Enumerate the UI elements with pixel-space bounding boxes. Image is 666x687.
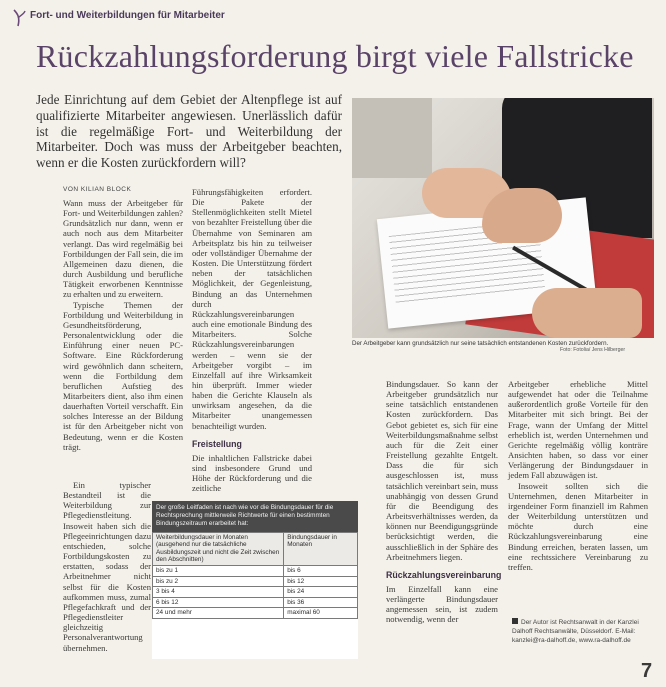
kicker <box>8 6 648 28</box>
column-3 <box>386 379 502 625</box>
table-cell: maximal 60 <box>284 608 358 619</box>
table-cell: bis zu 2 <box>153 576 284 587</box>
author-note <box>512 618 652 645</box>
photo-credit: Foto: Fotolia/ Jens Hilberger <box>560 347 626 353</box>
lead-paragraph: Jede Einrichtung auf dem Gebiet der Altenpflege ist auf qualifizierte Mitarbeiter angewiesen. Unerlässlich dafür ist die regelmäßige Fort- und Weiterbildung der Mitarbeiter. Doch was muss der Arbeitgeber beachten, wenn er die Kosten zurückfordern will? <box>36 92 342 171</box>
author-note-text: Der Autor ist Rechtsanwalt in der Kanzlei Dalhoff Rechtsanwälte, Düsseldorf. E-Mail: kanzlei@ra-dalhoff.de, www.ra-dalhoff.de <box>512 619 639 644</box>
table-cell: bis zu 1 <box>153 565 284 576</box>
column-header: Bindungsdauer in Monaten <box>284 532 358 565</box>
table-row <box>153 565 358 576</box>
table <box>152 532 358 619</box>
section-mark-icon <box>12 8 26 28</box>
table-cell: 3 bis 4 <box>153 587 284 598</box>
bullet-square-icon <box>512 618 518 624</box>
table-header-row <box>153 532 358 565</box>
paragraph: Typische Themen der Fortbildung und Weiterbildung in Gesundheitsförderung, Personalentwicklung oder die Einführung einer neuen PC-Software. Eine Rückforderung wird gewöhnlich dann scheitern, wenn die Fortbildung dem beruflichen Aufstieg des Mitarbeiters dient, also ihm einen dauerhaften Vorteil verschafft. Ein solches Interesse an der Bildung ist für den Arbeitgeber nicht von Bedeutung, wenn er die Kosten trägt. <box>63 299 183 452</box>
kicker-text: Fort- und Weiterbildungen für Mitarbeiter <box>30 10 225 21</box>
subheading: Freistellung <box>192 438 242 449</box>
table-row <box>153 608 358 619</box>
page-number: 7 <box>641 660 653 682</box>
column-1 <box>63 198 183 452</box>
paragraph: Wann muss der Arbeitgeber für Fort- und Weiterbildungen zahlen? Grundsätzlich nur dann, wenn er auch noch aus dem Mitarbeiter verlangt. Das wird regelmäßig bei Fortbildungen der Fall sein, die im Allgemeinen dazu dienen, die durch Ausbildung und berufliche Tätigkeit erworbenen Kenntnisse zu erhalten und zu erweitern. <box>63 198 183 300</box>
column-4 <box>508 379 648 572</box>
table-cell: bis 24 <box>284 587 358 598</box>
paragraph: Insoweit sollten sich die Unternehmen, denen Mitarbeiter in irgendeiner Form finanziell im Rahmen der Weiterbildung unterstützen und möchte durch eine Rückzahlungsvereinbarung eine Bindung erreichen, beraten lassen, um eine rechtssichere Vereinbarung zu treffen. <box>508 480 648 572</box>
photo-caption: Der Arbeitgeber kann grundsätzlich nur seine tatsächlich entstandenen Kosten zurückfordern. <box>352 340 609 347</box>
paragraph: Führungsfähigkeiten erfordert. Die Pakete der Stellenmöglichkeiten stellt Mietel von bezahlter Freistellung über die Übernahme von Seminaren am Arbeitsplatz bis hin zu teilweiser oder vollständiger Übernahme der Kosten. Die Unterstützung fördert neben der tatsächlichen Möglichkeit, der Gegenleistung, Bindung an das Unternehmen durch Rückzahlungsvereinbarungen auch eine emotionale Bindung des Mitarbeiters. Solche Rückzahlungsvereinbarungen werden – wenn sie der Arbeitgeber vorgibt – im Einzelfall auf ihre Wirksamkeit hin überprüft. Immer wieder haben die Gerichte Klauseln als unwirksam angesehen, da die Mitarbeiter unangemessen benachteiligt wurden. <box>192 187 312 431</box>
paragraph: Die inhaltlichen Fallstricke dabei sind insbesondere Grund und Höhe der Rückforderung und die zeitliche <box>192 452 312 494</box>
headline: Rückzahlungsforderung birgt viele Fallstricke <box>36 38 634 74</box>
subheading: Rückzahlungsvereinbarung <box>386 569 502 580</box>
table-cell: 6 bis 12 <box>153 597 284 608</box>
table-row <box>153 587 358 598</box>
column-2 <box>192 187 312 494</box>
table-row <box>153 597 358 608</box>
paragraph: Arbeitgeber erhebliche Mittel aufgewendet hat oder die Teilnahme außerordentlich große Vorteile für den Mitarbeiter mit sich bringt. Bei der Frage, wann der Umfang der Mittel erheblich ist, werden Unternehmen und Gerichte regelmäßig völlig konträre Ansichten haben, so dass vor einer Verlängerung der Bindungsdauer in jedem Fall abzuwägen ist. <box>508 379 648 481</box>
paragraph: Bindungsdauer. So kann der Arbeitgeber grundsätzlich nur seine tatsächlich entstandenen Kosten zurückfordern. Das Gebot gebietet es, sich für eine Weiterbildungsmaßnahme selbst auch für die Zeit einer Freistellung gezahlte Entgelt. Dass die für sich ausgeschlossen ist, muss tatsächlich vereinbart sein, muss unabhängig von dessen Grund für die Beendigung des Arbeitsverhältnisses werden, da können nur Beendigungsgründe berücksichtigt werden, die ausschließlich in der Sphäre des Arbeitnehmers liegen. <box>386 379 498 562</box>
paragraph: Im Einzelfall kann eine verlängerte Bindungsdauer angemessen sein, ist zudem notwendig, wenn der <box>386 583 498 625</box>
table-cell: bis 12 <box>284 576 358 587</box>
column-1-lower <box>63 480 151 653</box>
table-cell: bis 6 <box>284 565 358 576</box>
table-header-text: Der große Leitfaden ist nach wie vor die Bindungsdauer für die Rechtsprechung mittlerweile Richtwerte für einen bestimmten Bindungszeitraum erarbeitet hat: <box>152 501 358 532</box>
table-row <box>153 576 358 587</box>
column-header: Weiterbildungsdauer in Monaten (ausgehend nur die tatsächliche Ausbildungszeit und nicht die Zeit zwischen den Abschnitten) <box>153 532 284 565</box>
table-cell: bis 36 <box>284 597 358 608</box>
table-cell: 24 und mehr <box>153 608 284 619</box>
article-photo <box>352 98 654 338</box>
author-byline: VON KILIAN BLOCK <box>63 186 132 193</box>
binding-duration-table <box>152 501 358 659</box>
paragraph: Ein typischer Bestandteil ist die Weiterbildung zur Pflegedienstleitung. Insoweit haben sich die Pflegeeinrichtungen dazu entschieden, solche Fortbildungskosten zu erstatten, sodass der Arbeitnehmer nicht selbst für die Kosten aufkommen muss, zumal Pflegefachkraft und der Pflegedienstleiter gleichzeitig Personalverantwortung übernehmen. <box>63 480 151 653</box>
